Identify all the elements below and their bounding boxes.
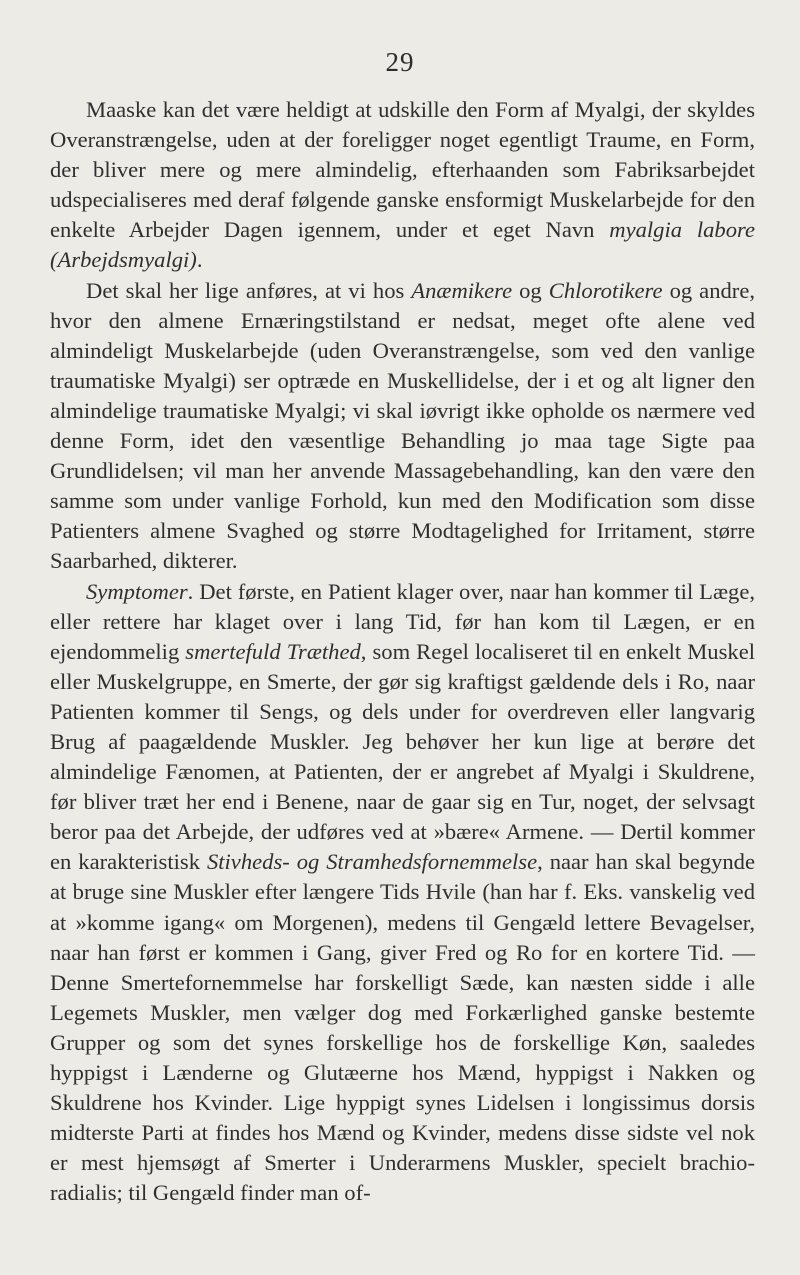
text-segment: Det skal her lige anføres, at vi hos [86, 277, 412, 303]
text-segment: og [512, 277, 549, 303]
text-segment-italic: Symptomer [86, 578, 188, 604]
paragraph-work-myalgia [50, 95, 755, 276]
text-segment-italic: Stivheds- og Stramhedsfornemmelse [206, 849, 538, 875]
text-segment-italic: Anæmikere [411, 277, 513, 303]
page-number: 29 [385, 47, 415, 77]
text-segment: , naar han skal begynde at bruge sine Muskler efter længere Tids Hvile (han har f. Eks. vanskelig ved at »komme igang« om Morgenen), medens til Gengæld lettere Bevagelser, naar han først er kommen i Gang, giver Fred og Ro for en kortere Tid. — Denne Smertefornemmelse har forskelligt Sæde, kan næsten sidde i alle Legemets Muskler, men vælger dog med Forkærlighed ganske bestemte Grupper og som det synes forskellige hos de forskellige Køn, saaledes hyppigst i Lænderne og Glutæerne hos Mænd, hyppigst i Nakken og Skuldrene hos Kvinder. Lige hyppigt synes Lidelsen i longissimus dorsis midterste Parti at findes hos Mænd og Kvinder, medens disse sidste vel nok er mest hjemsøgt af Smerter i Underarmens Muskler, specielt brachio-radialis; til Gengæld finder man of- [50, 849, 755, 1206]
body-text [50, 95, 755, 1208]
text-segment-italic: smertefuld Træthed [185, 638, 361, 664]
text-segment-italic: myalgia labore (Arbejdsmyalgi) [50, 217, 755, 273]
text-segment-italic: Chlorotikere [548, 277, 663, 303]
text-segment: Maaske kan det være heldigt at udskille den Form af Myalgi, der skyldes Overanstrængelse, uden at der foreligger noget egentligt Traume, en Form, der bliver mere og mere almindelig, efterhaanden som Fabriksarbejdet udspecialiseres med deraf følgende ganske ensformigt Muskelarbejde for den enkelte Arbejder Dagen igennem, under et eget Navn [50, 97, 755, 243]
text-segment: , som Regel localiseret til en enkelt Muskel eller Muskelgruppe, en Smerte, der gør sig kraftigst gældende dels i Ro, naar Patienten kommer til Sengs, og dels under for overdreven eller langvarig Brug af paagældende Muskler. Jeg behøver her kun lige at berøre det almindelige Fænomen, at Patienten, der er angrebet af Myalgi i Skuldrene, før bliver træt her end i Benene, naar de gaar sig en Tur, noget, der selvsagt beror paa det Arbejde, der udføres ved at »bære« Armene. — Dertil kommer en karakteristisk [50, 638, 755, 875]
text-segment: . Det første, en Patient klager over, naar han kommer til Læge, eller rettere har klaget over i lang Tid, før han kom til Lægen, er en ejendommelig [50, 578, 755, 664]
paragraph-anaemia [50, 276, 755, 577]
paragraph-symptoms [50, 577, 755, 1209]
text-segment: og andre, hvor den almene Ernæringstilstand er nedsat, meget ofte alene ved almindeligt Muskelarbejde (uden Overanstrængelse, som ved den vanlige traumatiske Myalgi) ser optræde en Muskellidelse, der i et og alt ligner den almindelige traumatiske Myalgi; vi skal iøvrigt ikke opholde os nærmere ved denne Form, idet den væsentlige Behandling jo maa tage Sigte paa Grundlidelsen; vil man her anvende Massagebehandling, kan den være den samme som under vanlige Forhold, kun med den Modification som disse Patienters almene Svaghed og større Modtagelighed for Irritament, større Saarbarhed, dikterer. [50, 277, 755, 574]
text-segment: . [196, 247, 203, 273]
